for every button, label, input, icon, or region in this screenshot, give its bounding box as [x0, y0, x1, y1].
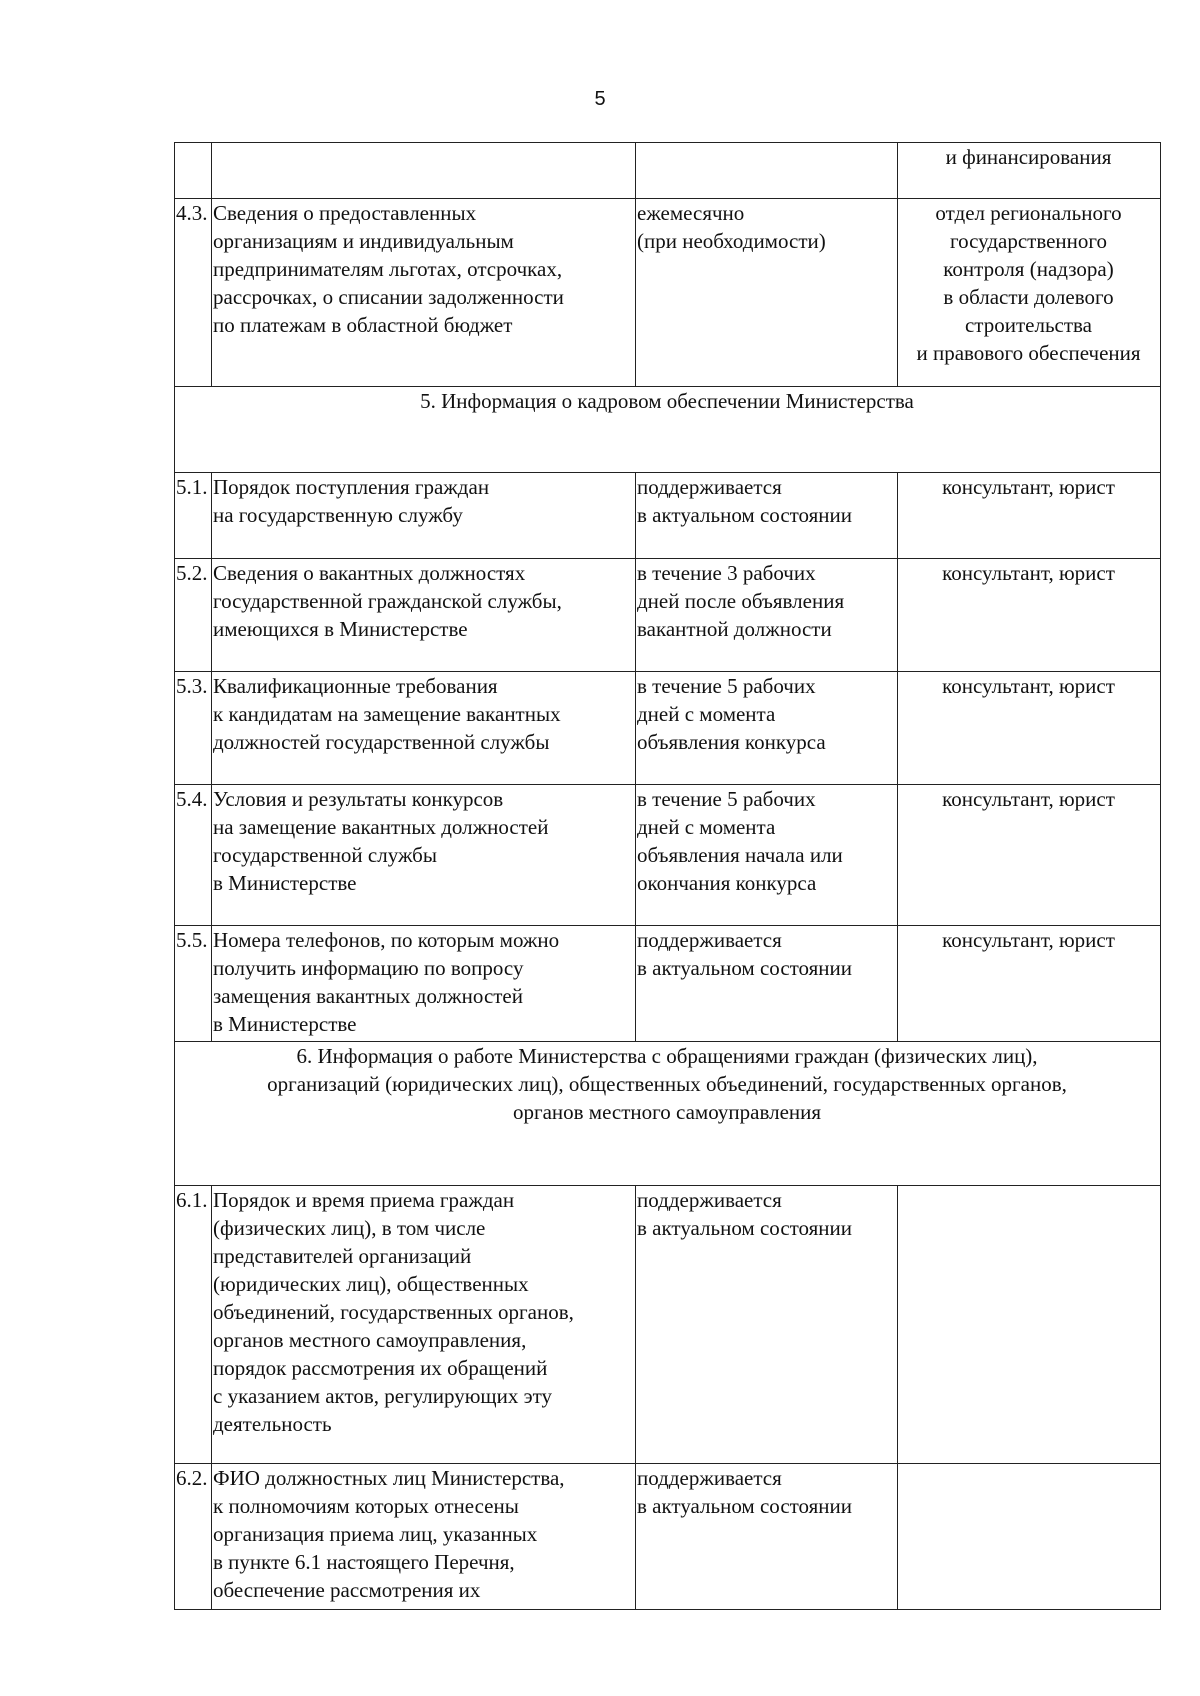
text-line: поддерживается: [637, 1466, 782, 1490]
text-line: представителей организаций: [213, 1244, 472, 1268]
text-line: объявления конкурса: [637, 730, 826, 754]
text-line: Сведения о вакантных должностях: [213, 561, 526, 585]
text-line: в актуальном состоянии: [637, 503, 853, 527]
text-line: и правового обеспечения: [916, 341, 1141, 365]
item-term: [636, 672, 898, 785]
text-line: в течение 3 рабочих: [637, 561, 816, 585]
text-line: и финансирования: [945, 145, 1112, 169]
text-line: 5. Информация о кадровом обеспечении Министерства: [420, 389, 914, 413]
table-row: [175, 1186, 1161, 1464]
table-row: [175, 926, 1161, 1042]
text-line: рассрочках, о списании задолженности: [213, 285, 564, 309]
text-line: Порядок поступления граждан: [213, 475, 490, 499]
text-line: объявления начала или: [637, 843, 843, 867]
item-number: 6.1.: [175, 1186, 212, 1464]
item-description: [212, 473, 636, 559]
text-line: дней после объявления: [637, 589, 845, 613]
text-line: замещения вакантных должностей: [213, 984, 523, 1008]
text-line: поддерживается: [637, 475, 782, 499]
item-description: [212, 559, 636, 672]
item-responsible: [898, 672, 1161, 785]
description-cell: [212, 143, 636, 199]
page-number: 5: [594, 88, 606, 110]
text-line: к полномочиям которых отнесены: [213, 1494, 519, 1518]
text-line: консультант, юрист: [942, 674, 1115, 698]
text-line: обеспечение рассмотрения их: [213, 1578, 481, 1602]
section-title: [175, 1042, 1161, 1186]
text-line: Порядок и время приема граждан: [213, 1188, 515, 1212]
text-line: государственной службы: [213, 843, 437, 867]
text-line: дней с момента: [637, 815, 776, 839]
text-line: организациям и индивидуальным: [213, 229, 514, 253]
text-line: в актуальном состоянии: [637, 1494, 853, 1518]
text-line: объединений, государственных органов,: [213, 1300, 574, 1324]
item-number: 6.2.: [175, 1464, 212, 1610]
text-line: порядок рассмотрения их обращений: [213, 1356, 548, 1380]
item-term: [636, 199, 898, 387]
text-line: в течение 5 рабочих: [637, 674, 816, 698]
text-line: предпринимателям льготах, отсрочках,: [213, 257, 563, 281]
text-line: ФИО должностных лиц Министерства,: [213, 1466, 565, 1490]
section-header-row: [175, 387, 1161, 473]
text-line: Условия и результаты конкурсов: [213, 787, 504, 811]
item-description: [212, 926, 636, 1042]
responsible-cell: [898, 143, 1161, 199]
table-row-continuation: [175, 143, 1161, 199]
text-line: в актуальном состоянии: [637, 956, 853, 980]
text-line: поддерживается: [637, 928, 782, 952]
text-line: отдел регионального: [935, 201, 1122, 225]
item-number: 5.3.: [175, 672, 212, 785]
text-line: Квалификационные требования: [213, 674, 498, 698]
item-term: [636, 1464, 898, 1610]
text-line: должностей государственной службы: [213, 730, 550, 754]
text-line: деятельность: [213, 1412, 332, 1436]
item-number: 4.3.: [175, 199, 212, 387]
text-line: в актуальном состоянии: [637, 1216, 853, 1240]
text-line: (юридических лиц), общественных: [213, 1272, 529, 1296]
text-line: в течение 5 рабочих: [637, 787, 816, 811]
item-term: [636, 1186, 898, 1464]
document-table: [174, 142, 1161, 1610]
text-line: (при необходимости): [637, 229, 826, 253]
text-line: вакантной должности: [637, 617, 832, 641]
text-line: поддерживается: [637, 1188, 782, 1212]
text-line: на замещение вакантных должностей: [213, 815, 549, 839]
item-responsible: [898, 785, 1161, 926]
text-line: к кандидатам на замещение вакантных: [213, 702, 561, 726]
item-number: 5.1.: [175, 473, 212, 559]
item-responsible: [898, 1464, 1161, 1610]
item-term: [636, 559, 898, 672]
item-description: [212, 1464, 636, 1610]
text-line: в пункте 6.1 настоящего Перечня,: [213, 1550, 515, 1574]
item-description: [212, 672, 636, 785]
table-row: [175, 559, 1161, 672]
section-header-row: [175, 1042, 1161, 1186]
text-line: органов местного самоуправления: [512, 1100, 822, 1124]
table-row: [175, 473, 1161, 559]
item-responsible: [898, 473, 1161, 559]
item-responsible: [898, 559, 1161, 672]
text-line: дней с момента: [637, 702, 776, 726]
table-row: [175, 785, 1161, 926]
item-term: [636, 473, 898, 559]
item-term: [636, 926, 898, 1042]
text-line: на государственную службу: [213, 503, 463, 527]
text-line: имеющихся в Министерстве: [213, 617, 468, 641]
text-line: в области долевого: [943, 285, 1114, 309]
item-description: [212, 1186, 636, 1464]
item-number: 5.2.: [175, 559, 212, 672]
table-row: [175, 199, 1161, 387]
text-line: государственной гражданской службы,: [213, 589, 562, 613]
text-line: консультант, юрист: [942, 787, 1115, 811]
item-number-cell: [175, 143, 212, 199]
item-responsible: [898, 1186, 1161, 1464]
text-line: в Министерстве: [213, 1012, 357, 1036]
item-responsible: [898, 199, 1161, 387]
text-line: 6. Информация о работе Министерства с обращениями граждан (физических лиц),: [296, 1044, 1038, 1068]
item-description: [212, 785, 636, 926]
text-line: по платежам в областной бюджет: [213, 313, 513, 337]
item-description: [212, 199, 636, 387]
text-line: консультант, юрист: [942, 475, 1115, 499]
text-line: контроля (надзора): [943, 257, 1114, 281]
item-number: 5.5.: [175, 926, 212, 1042]
text-line: консультант, юрист: [942, 561, 1115, 585]
text-line: организация приема лиц, указанных: [213, 1522, 538, 1546]
text-line: консультант, юрист: [942, 928, 1115, 952]
text-line: органов местного самоуправления,: [213, 1328, 527, 1352]
item-responsible: [898, 926, 1161, 1042]
text-line: в Министерстве: [213, 871, 357, 895]
section-title: [175, 387, 1161, 473]
text-line: государственного: [949, 229, 1108, 253]
text-line: с указанием актов, регулирующих эту: [213, 1384, 553, 1408]
text-line: (физических лиц), в том числе: [213, 1216, 486, 1240]
table-row: [175, 672, 1161, 785]
term-cell: [636, 143, 898, 199]
text-line: организаций (юридических лиц), общественных объединений, государственных органов,: [267, 1072, 1067, 1096]
item-number: 5.4.: [175, 785, 212, 926]
text-line: окончания конкурса: [637, 871, 817, 895]
item-term: [636, 785, 898, 926]
text-line: получить информацию по вопросу: [213, 956, 524, 980]
table-row: [175, 1464, 1161, 1610]
text-line: Номера телефонов, по которым можно: [213, 928, 560, 952]
text-line: Сведения о предоставленных: [213, 201, 477, 225]
text-line: строительства: [964, 313, 1092, 337]
text-line: ежемесячно: [637, 201, 745, 225]
